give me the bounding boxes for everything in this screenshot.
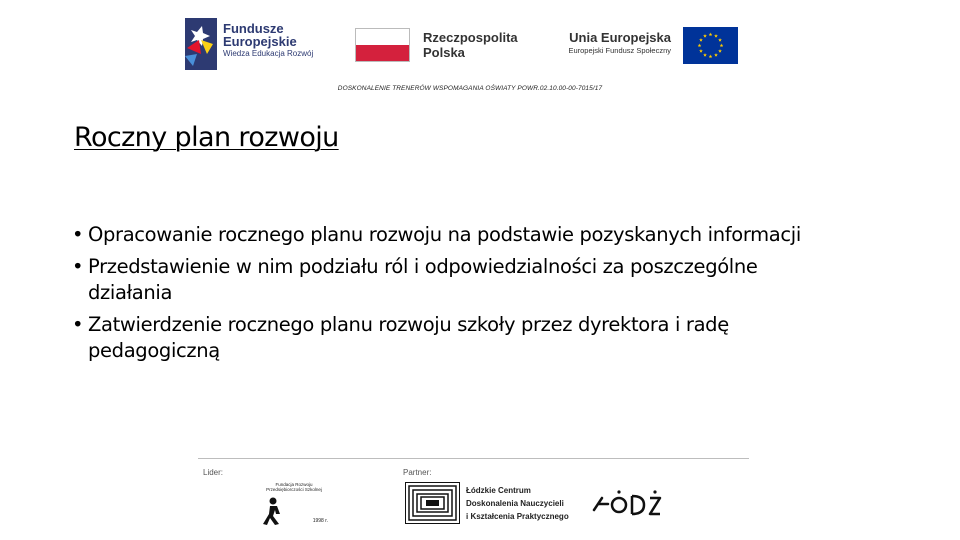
bullet-text: Zatwierdzenie rocznego planu rozwoju szkoły przez dyrektora i radę pedagogiczną bbox=[88, 312, 729, 362]
partner-label: Partner: bbox=[403, 468, 432, 477]
rp-line1: Rzeczpospolita bbox=[423, 30, 518, 45]
lodz-logo-icon bbox=[592, 488, 664, 518]
ue-title: Unia Europejska bbox=[569, 30, 671, 45]
bullet-list bbox=[72, 222, 812, 370]
bullet-dot: • bbox=[72, 223, 84, 246]
lcdn-line1: Łódzkie Centrum bbox=[466, 486, 531, 495]
eu-star-icon bbox=[703, 34, 707, 38]
bullet-dot: • bbox=[72, 312, 84, 336]
eu-star-icon bbox=[699, 38, 703, 42]
eu-star-icon bbox=[718, 38, 722, 42]
fundusze-line2: Europejskie bbox=[223, 34, 297, 49]
rzeczpospolita-polska-logo bbox=[423, 30, 518, 60]
eu-star-icon bbox=[703, 53, 707, 57]
rp-line2: Polska bbox=[423, 45, 465, 60]
bullet-item bbox=[72, 222, 812, 249]
eu-flag-icon bbox=[683, 27, 738, 64]
eu-star-icon bbox=[699, 49, 703, 53]
slide-title: Roczny plan rozwoju bbox=[74, 122, 339, 153]
bullet-text: Przedstawienie w nim podziału ról i odpowiedzialności za poszczególne działania bbox=[88, 254, 758, 304]
bullet-dot: • bbox=[72, 254, 84, 278]
bullet-item bbox=[72, 254, 812, 307]
ue-subtitle: Europejski Fundusz Społeczny bbox=[568, 46, 671, 55]
eu-star-icon bbox=[718, 49, 722, 53]
walking-figure-icon bbox=[258, 496, 288, 526]
frsz-year: 1998 r. bbox=[312, 518, 328, 524]
frsz-logo bbox=[256, 480, 330, 526]
bullet-text: Opracowanie rocznego planu rozwoju na podstawie pozyskanych informacji bbox=[88, 223, 801, 246]
eu-star-icon bbox=[714, 34, 718, 38]
lcdn-logo-text bbox=[466, 484, 569, 523]
eu-star-icon bbox=[698, 44, 702, 48]
lodz-city-logo bbox=[592, 488, 664, 518]
frsz-name: Fundacja Rozwoju Przedsiębiorczości Szkolnej bbox=[266, 482, 322, 492]
fundusze-line3: Wiedza Edukacja Rozwój bbox=[223, 49, 314, 58]
lcdn-line2: Doskonalenia Nauczycieli bbox=[466, 499, 564, 508]
footer-divider bbox=[198, 458, 749, 459]
lcdn-square-icon bbox=[405, 482, 460, 524]
bullet-item bbox=[72, 312, 812, 365]
eu-star-icon bbox=[714, 53, 718, 57]
project-code-line: DOSKONALENIE TRENERÓW WSPOMAGANIA OŚWIATY POWR.02.10.00-00-7015/17 bbox=[337, 85, 603, 92]
eu-star-icon bbox=[709, 55, 713, 59]
fundusze-line1: Fundusze bbox=[223, 21, 284, 36]
unia-europejska-logo bbox=[553, 30, 671, 56]
fundusze-star-icon bbox=[183, 18, 219, 70]
lider-label: Lider: bbox=[203, 468, 224, 477]
polish-flag-icon bbox=[355, 28, 410, 62]
eu-star-icon bbox=[709, 33, 713, 37]
lcdn-line3: i Kształcenia Praktycznego bbox=[466, 512, 569, 521]
eu-star-icon bbox=[720, 44, 724, 48]
fundusze-europejskie-logo bbox=[183, 18, 323, 70]
